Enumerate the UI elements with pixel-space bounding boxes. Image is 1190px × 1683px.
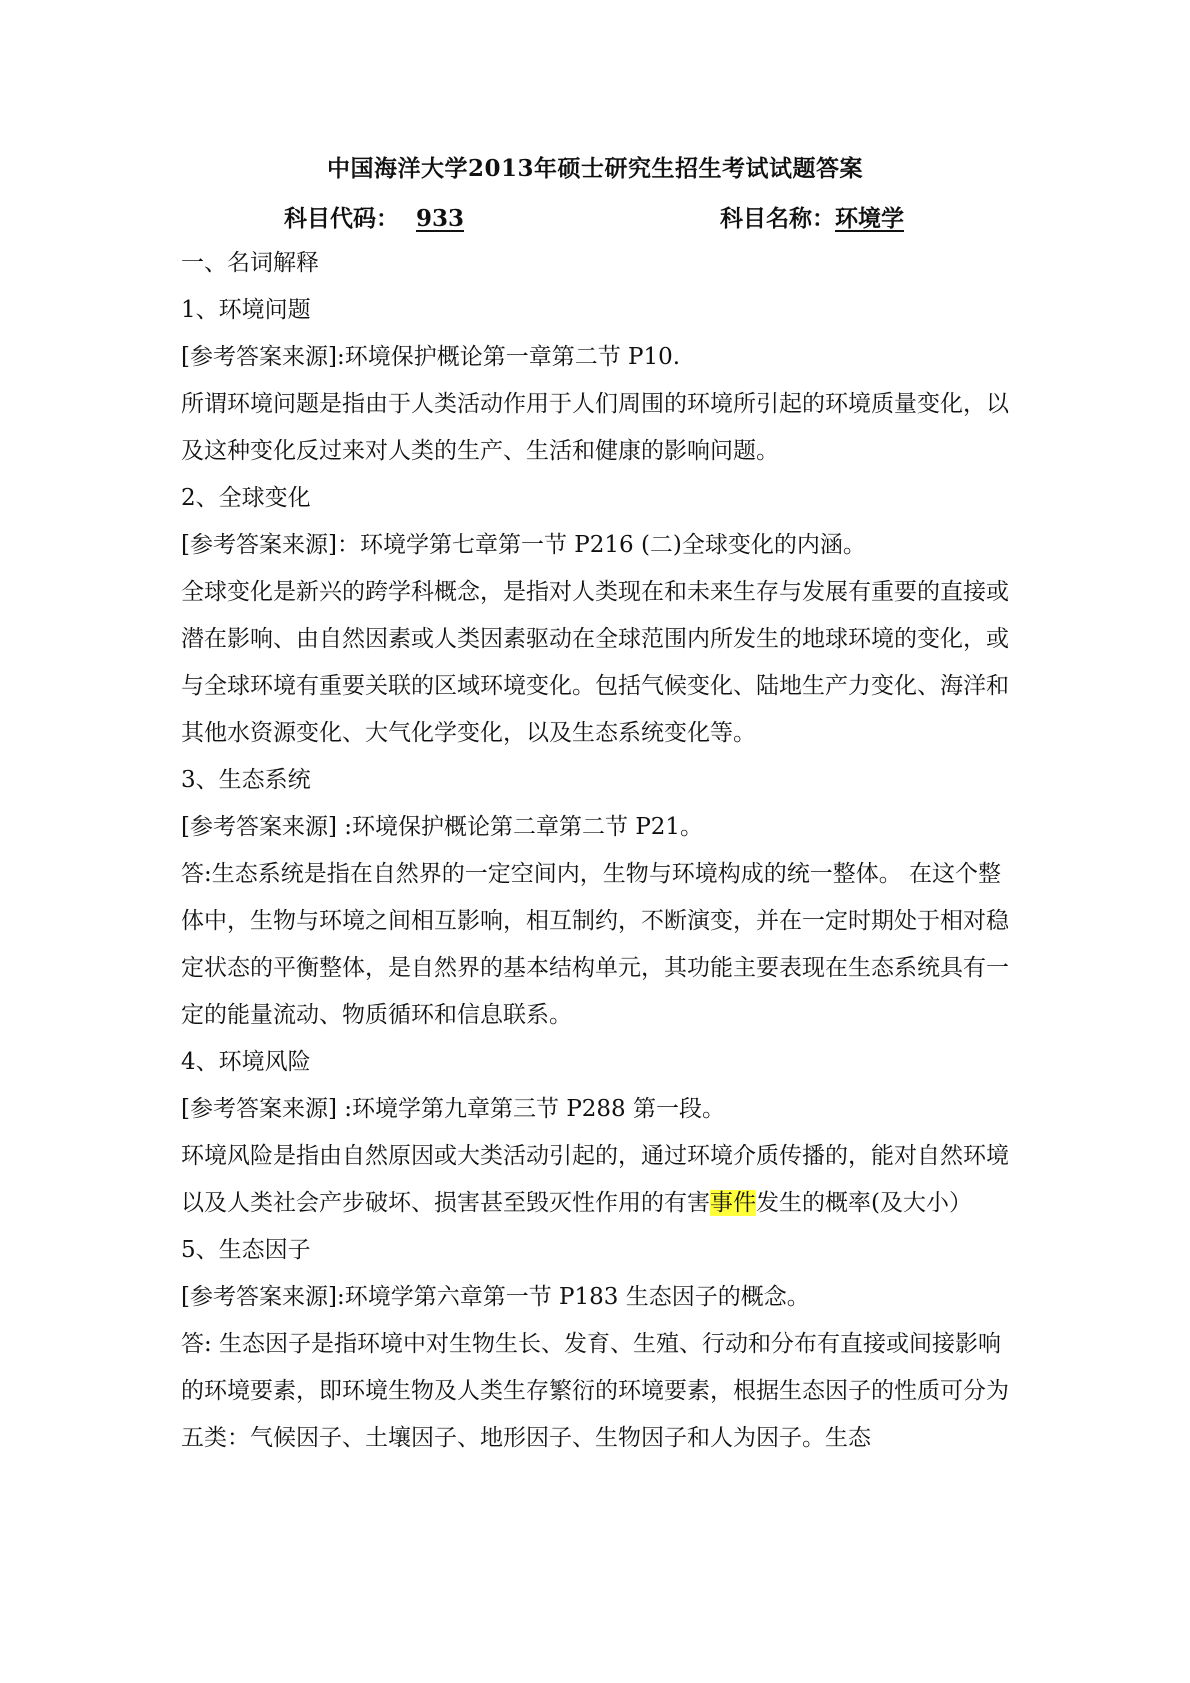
answer-source: [参考答案来源]：环境学第七章第一节 P216 (二)全球变化的内涵。 xyxy=(181,532,866,558)
section-heading: 一、名词解释 xyxy=(181,250,319,276)
term-definition: 所谓环境问题是指由于人类活动作用于人们周围的环境所引起的环境质量变化，以及这种变化反过来对人类的生产、生活和健康的影响问题。 xyxy=(181,391,1009,464)
document-body xyxy=(181,240,1021,1462)
term-heading: 1、环境问题 xyxy=(181,297,311,323)
term-definition: 答: 生态因子是指环境中对生物生长、发育、生殖、行动和分布有直接或间接影响的环境要素，即环境生物及人类生存繁衍的环境要素，根据生态因子的性质可分为五类：气候因子、土壤因子、地形因子、生物因子和人为因子。生态 xyxy=(181,1331,1009,1451)
term-definition xyxy=(181,1133,1021,1227)
answer-source: [参考答案来源]:环境学第六章第一节 P183 生态因子的概念。 xyxy=(181,1284,810,1310)
subject-name xyxy=(720,200,904,233)
term-definition: 全球变化是新兴的跨学科概念，是指对人类现在和未来生存与发展有重要的直接或潜在影响、由自然因素或人类因素驱动在全球范围内所发生的地球环境的变化，或与全球环境有重要关联的区域环境变化。包括气候变化、陆地生产力变化、海洋和其他水资源变化、大气化学变化，以及生态系统变化等。 xyxy=(181,579,1009,746)
answer-source: [参考答案来源] :环境学第九章第三节 P288 第一段。 xyxy=(181,1096,726,1122)
subject-code-value: 933 xyxy=(415,205,464,232)
term-definition: 答:生态系统是指在自然界的一定空间内，生物与环境构成的统一整体。 在这个整体中，生物与环境之间相互影响，相互制约，不断演变，并在一定时期处于相对稳定状态的平衡整体，是自然界的基本结构单元，其功能主要表现在生态系统具有一定的能量流动、物质循环和信息联系。 xyxy=(181,861,1009,1028)
subject-code xyxy=(284,200,481,233)
subject-name-label: 科目名称： xyxy=(720,205,835,232)
term-heading: 4、环境风险 xyxy=(181,1049,311,1075)
definition-text: 发生的概率(及大小） xyxy=(756,1190,972,1216)
definition-text: 环境风险是指由自然原因或大类活动引起的，通过环境介质传播的，能对自然环境以及人类社会产步破坏、损害甚至毁灭性作用的有害 xyxy=(181,1143,1009,1216)
term-heading: 5、生态因子 xyxy=(181,1237,311,1263)
document-title: 中国海洋大学2013年硕士研究生招生考试试题答案 xyxy=(326,155,863,182)
term-heading: 3、生态系统 xyxy=(181,767,311,793)
answer-source: [参考答案来源] :环境保护概论第二章第二节 P21。 xyxy=(181,814,704,840)
term-heading: 2、全球变化 xyxy=(181,485,311,511)
subject-code-label: 科目代码： xyxy=(284,205,399,232)
answer-source: [参考答案来源]:环境保护概论第一章第二节 P10. xyxy=(181,344,681,370)
subject-name-value: 环境学 xyxy=(835,205,904,232)
highlighted-text: 事件 xyxy=(710,1190,756,1216)
